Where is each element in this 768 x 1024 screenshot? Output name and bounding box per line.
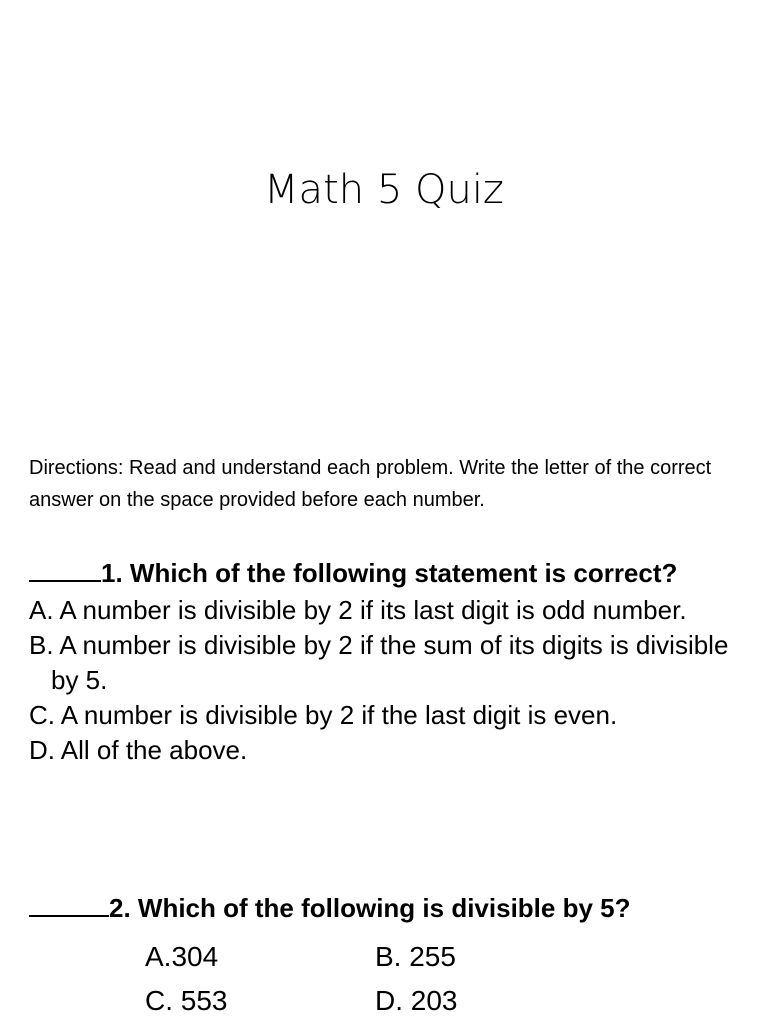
question-1-option-d: D. All of the above. xyxy=(29,735,248,765)
directions-text: Directions: Read and understand each problem. Write the letter of the correct answer on the space provided before each number. xyxy=(29,457,712,511)
question-2-prompt: 2. Which of the following is divisible by 5? xyxy=(109,893,631,923)
question-2-options xyxy=(145,935,605,1023)
question-2-option-b: B. 255 xyxy=(375,941,456,972)
page-title: Math 5 Quiz xyxy=(264,167,504,213)
question-1-prompt: 1. Which of the following statement is correct? xyxy=(101,558,678,588)
question-2-option-c: C. 553 xyxy=(145,985,228,1016)
answer-blank-2[interactable] xyxy=(29,893,109,917)
options-row xyxy=(145,979,605,1023)
question-1-option-b: B. A number is divisible by 2 if the sum of its digits is divisible by 5. xyxy=(29,630,729,695)
question-2-option-a: A.304 xyxy=(145,941,219,972)
answer-blank-1[interactable] xyxy=(29,558,101,582)
question-1 xyxy=(29,556,759,590)
question-1-option-a: A. A number is divisible by 2 if its last digit is odd number. xyxy=(29,595,687,625)
question-1-options xyxy=(29,593,749,768)
question-2 xyxy=(29,891,759,925)
options-row xyxy=(145,935,605,979)
question-2-option-d: D. 203 xyxy=(375,985,458,1016)
question-1-option-c: C. A number is divisible by 2 if the last digit is even. xyxy=(29,700,618,730)
